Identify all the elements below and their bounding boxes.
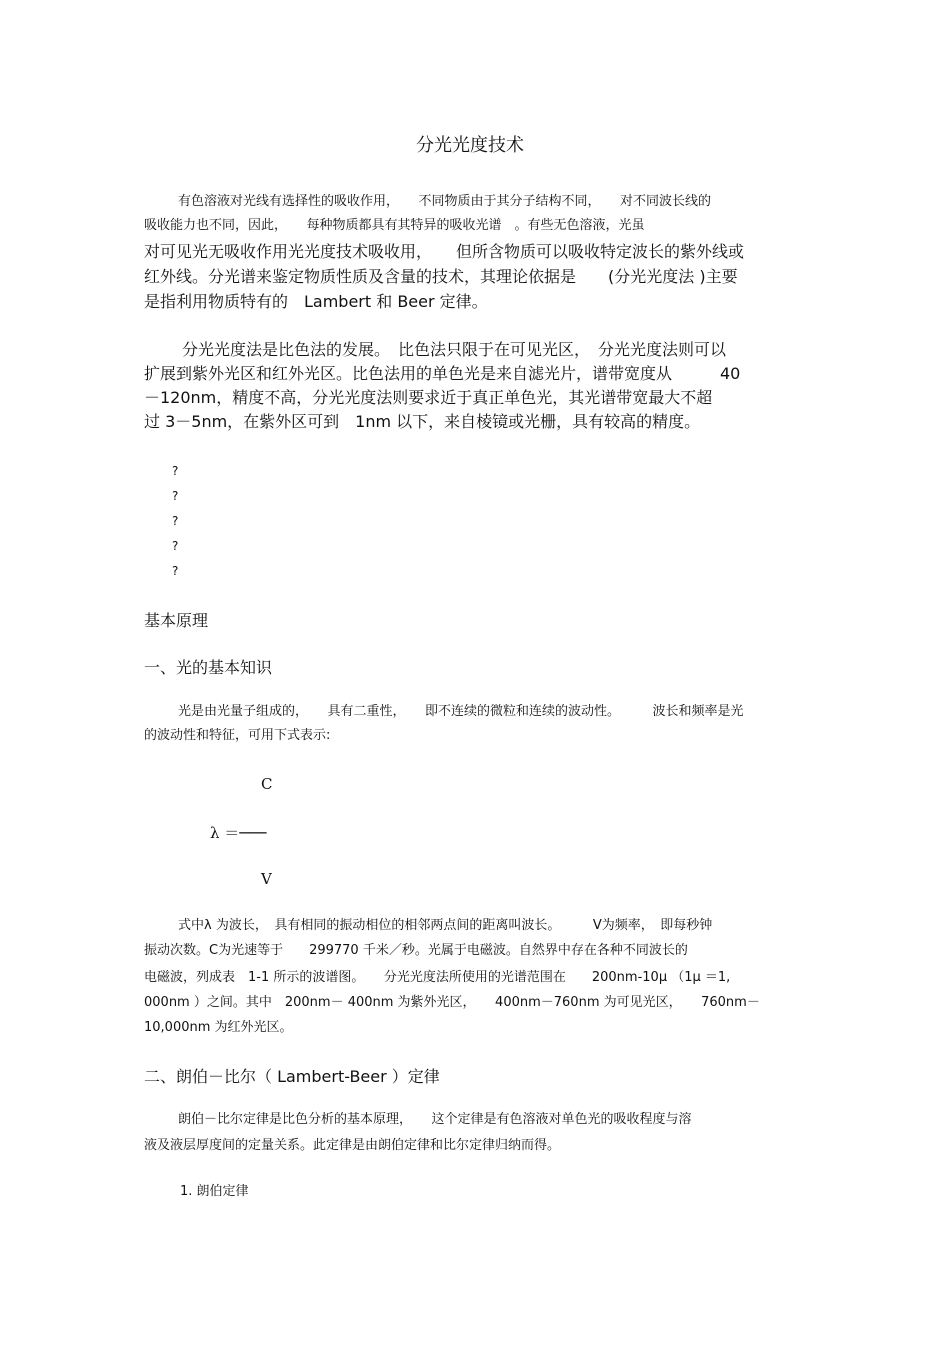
para1-line-1: 有色溶液对光线有选择性的吸收作用， 不同物质由于其分子结构不同， 对不同波长线的 <box>178 194 712 209</box>
section-basic-heading: 基本原理 <box>144 611 209 630</box>
para1-line-2: 吸收能力也不同，因此， 每种物质都具有其特异的吸收光谱 。有些无色溶液，光虽 <box>144 218 645 233</box>
para4-line-5: 10,000nm 为红外光区。 <box>144 1020 293 1035</box>
question-mark: ? <box>172 464 179 478</box>
para1-line-5: 是指利用物质特有的 Lambert 和 Beer 定律。 <box>144 292 488 311</box>
question-mark: ? <box>172 539 179 553</box>
para4-line-1: 式中λ 为波长， 具有相同的振动相位的相邻两点间的距离叫波长。 V为频率， 即每秒钟 <box>178 918 713 933</box>
document-title: 分光光度技术 <box>416 135 524 156</box>
formula-denominator: V <box>261 870 272 888</box>
para2-line-3: －120nm，精度不高，分光光度法则要求近于真正单色光，其光谱带宽最大不超 <box>144 388 713 407</box>
question-mark: ? <box>172 564 179 578</box>
para1-line-3: 对可见光无吸收作用光光度技术吸收用， 但所含物质可以吸收特定波长的紫外线或 <box>144 242 745 261</box>
section1-heading: 一、光的基本知识 <box>144 658 273 677</box>
para4-line-4: 000nm ）之间。其中 200nm－ 400nm 为紫外光区， 400nm－760nm 为可见光区， 760nm－ <box>144 995 760 1010</box>
para5-line-1: 朗伯－比尔定律是比色分析的基本原理， 这个定律是有色溶液对单色光的吸收程度与溶 <box>178 1112 692 1127</box>
para5-line-2: 液及液层厚度间的定量关系。此定律是由朗伯定律和比尔定律归纳而得。 <box>144 1138 561 1153</box>
subsection1-heading: 1. 朗伯定律 <box>180 1184 249 1199</box>
para4-line-3: 电磁波，列成表 1-1 所示的波谱图。 分光光度法所使用的光谱范围在 200nm-10μ （1μ ＝1, <box>144 970 731 985</box>
para2-line-2: 扩展到紫外光区和红外光区。比色法用的单色光是来自滤光片，谱带宽度从 40 <box>144 364 741 383</box>
question-mark: ? <box>172 514 179 528</box>
para4-line-2: 振动次数。C为光速等于 299770 千米／秒。光属于电磁波。自然界中存在各种不同波长的 <box>144 943 688 958</box>
para1-line-4: 红外线。分光谱来鉴定物质性质及含量的技术，其理论依据是 (分光光度法 )主要 <box>144 267 738 286</box>
formula-numerator: C <box>261 775 273 793</box>
question-mark: ? <box>172 489 179 503</box>
section2-heading: 二、朗伯－比尔（ Lambert-Beer ）定律 <box>144 1067 440 1086</box>
para3-line-2: 的波动性和特征，可用下式表示: <box>144 728 331 743</box>
para2-line-4: 过 3－5nm，在紫外区可到 1nm 以下，来自棱镜或光栅，具有较高的精度。 <box>144 412 701 431</box>
para2-line-1: 分光光度法是比色法的发展。 比色法只限于在可见光区， 分光光度法则可以 <box>182 340 727 359</box>
para3-line-1: 光是由光量子组成的， 具有二重性， 即不连续的微粒和连续的波动性。 波长和频率是光 <box>178 704 744 719</box>
formula-lhs: λ ＝─── <box>210 824 267 842</box>
